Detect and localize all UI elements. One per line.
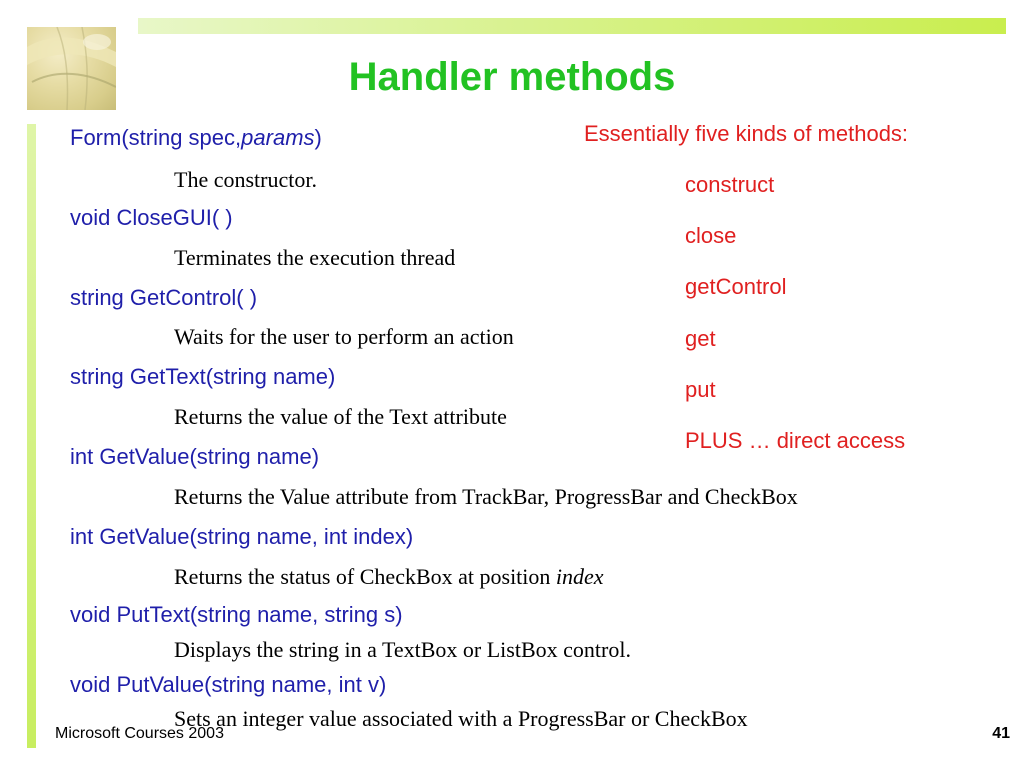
method-description: Sets an integer value associated with a ProgressBar or CheckBox [174,706,748,731]
header-accent-bar [138,18,1006,34]
kinds-heading: Essentially five kinds of methods: [584,121,909,146]
kinds-list-item: get [685,325,716,351]
method-signature: int GetValue(string name) [70,444,320,469]
method-signature: string GetText(string name) [70,364,336,389]
kinds-list-item: PLUS … direct access [685,427,906,453]
kinds-list-item: close [685,223,737,249]
method-description: Displays the string in a TextBox or ListBox control. [174,637,631,662]
method-signature: void CloseGUI( ) [70,205,233,230]
left-accent-bar [27,124,36,748]
kinds-list-item: put [685,376,716,402]
method-description: The constructor. [174,167,317,192]
method-description: Returns the status of CheckBox at position index [174,564,604,589]
method-signature: string GetControl( ) [70,285,258,310]
method-signature: void PutValue(string name, int v) [70,672,387,697]
method-signature: void PutText(string name, string s) [70,602,403,627]
method-description: Waits for the user to perform an action [174,324,514,349]
method-signature: Form(string spec,params) [70,125,322,150]
method-signature: int GetValue(string name, int index) [70,524,414,549]
method-description: Returns the value of the Text attribute [174,404,507,429]
method-description: Returns the Value attribute from TrackBar, ProgressBar and CheckBox [174,484,798,509]
kinds-list-item: getControl [685,274,787,300]
method-description: Terminates the execution thread [174,245,456,270]
footer-course-name: Microsoft Courses 2003 [55,725,224,742]
page-number: 41 [992,725,1010,742]
kinds-list [685,172,905,479]
slide-title: Handler methods [348,55,676,99]
kinds-list-item: construct [685,172,775,197]
